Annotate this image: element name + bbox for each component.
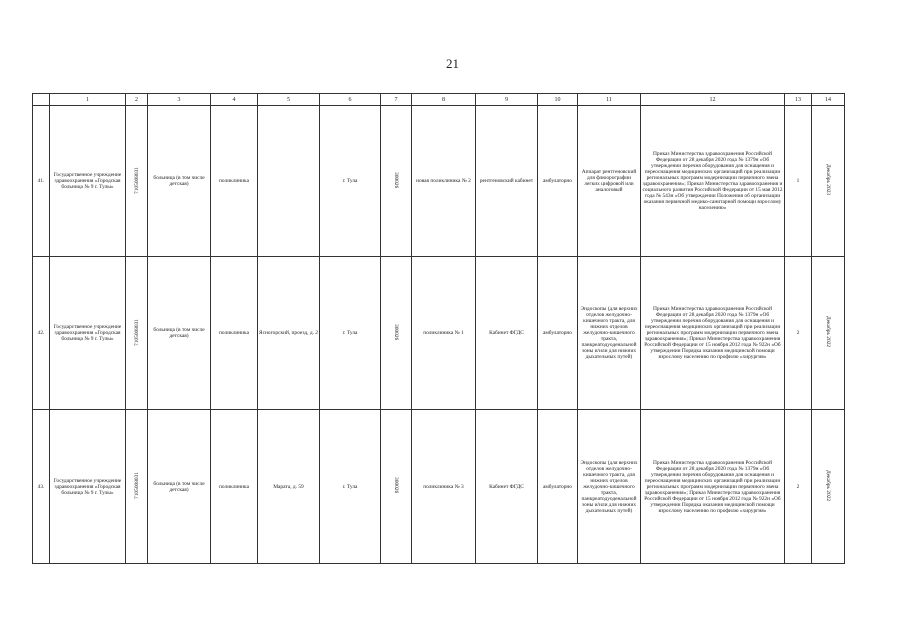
code-cell	[126, 410, 148, 564]
code-cell	[126, 257, 148, 410]
facility-type-cell: больница (в том числе детская)	[148, 257, 211, 410]
table-header-row	[33, 94, 845, 106]
facility-type-cell: больница (в том числе детская)	[148, 106, 211, 257]
organization-cell: Государственное учреждение здравоохранения «Городская больница № 9 г. Тулы»	[50, 257, 126, 410]
date-cell	[812, 410, 845, 564]
index-text: 300026	[393, 477, 399, 494]
quantity-cell: 2	[785, 410, 812, 564]
header-cell: 12	[641, 94, 785, 106]
table-row	[33, 257, 845, 410]
mode-cell: амбулаторно	[538, 106, 578, 257]
mode-cell: амбулаторно	[538, 257, 578, 410]
address-cell	[258, 106, 320, 257]
table-row	[33, 106, 845, 257]
table-row	[33, 410, 845, 564]
header-cell: 10	[538, 94, 578, 106]
address-cell: Марата, д. 59	[258, 410, 320, 564]
department-cell: новая поликлиника № 2	[412, 106, 476, 257]
city-cell: г. Тула	[320, 106, 381, 257]
header-cell: 14	[812, 94, 845, 106]
city-cell: г. Тула	[320, 257, 381, 410]
legal-basis-cell: Приказ Министерства здравоохранения Российской Федерации от 28 декабря 2020 года № 1379н «Об утверждении перечня оборудования для оснащения и переоснащения медицинских организаций при реализации региональных программ модернизации первичного звена здравоохранения»; Приказ Министерства здравоохранения и социального развития Российской Федерации от 15 мая 2012 года № 543н «Об утверждении Положения об организации оказания первичной медико-санитарной помощи взрослому населению»	[641, 106, 785, 257]
organization-cell: Государственное учреждение здравоохранения «Городская больница № 9 г. Тулы»	[50, 410, 126, 564]
code-text: 7105008031	[133, 166, 140, 194]
header-cell: 2	[126, 94, 148, 106]
organization-cell: Государственное учреждение здравоохранения «Городская больница № 9 г. Тулы»	[50, 106, 126, 257]
unit-cell: поликлиника	[211, 257, 258, 410]
department-cell: поликлиника № 1	[412, 257, 476, 410]
room-cell: рентгеновский кабинет	[476, 106, 538, 257]
header-cell-empty	[33, 94, 50, 106]
header-cell: 5	[258, 94, 320, 106]
room-cell: Кабинет ФГДС	[476, 257, 538, 410]
index-cell	[381, 410, 412, 564]
legal-basis-cell: Приказ Министерства здравоохранения Российской Федерации от 28 декабря 2020 года № 1379н «Об утверждении перечня оборудования для оснащения и переоснащения медицинских организаций при реализации региональных программ модернизации первичного звена здравоохранения»; Приказ Министерства здравоохранения Российской Федерации от 15 ноября 2012 года № 922н «Об утверждении Порядка оказания медицинской помощи взрослому населению по профилю «хирургия»	[641, 257, 785, 410]
header-cell: 7	[381, 94, 412, 106]
equipment-cell: Аппарат рентгеновский для флюорографии легких цифровой или аналоговый	[578, 106, 641, 257]
header-cell: 1	[50, 94, 126, 106]
mode-cell: амбулаторно	[538, 410, 578, 564]
row-number: 43.	[33, 410, 50, 564]
city-cell: г. Тула	[320, 410, 381, 564]
code-text: 7105008031	[133, 318, 140, 346]
department-cell: поликлиника № 3	[412, 410, 476, 564]
date-cell	[812, 257, 845, 410]
header-cell: 8	[412, 94, 476, 106]
date-text: Декабрь 2022	[825, 316, 831, 348]
index-cell	[381, 106, 412, 257]
header-cell: 3	[148, 94, 211, 106]
header-cell: 13	[785, 94, 812, 106]
date-cell	[812, 106, 845, 257]
index-text: 300026	[393, 323, 399, 341]
date-text: Декабрь 2023	[825, 164, 831, 196]
equipment-table	[32, 93, 845, 564]
header-cell: 9	[476, 94, 538, 106]
unit-cell: поликлиника	[211, 410, 258, 564]
quantity-cell: 1	[785, 106, 812, 257]
code-text: 7105008031	[133, 472, 140, 499]
unit-cell: поликлиника	[211, 106, 258, 257]
code-cell	[126, 106, 148, 257]
header-cell: 6	[320, 94, 381, 106]
date-text: Декабрь 2022	[825, 469, 831, 502]
index-cell	[381, 257, 412, 410]
room-cell: Кабинет ФГДС	[476, 410, 538, 564]
equipment-cell: Эндоскопы (для верхних отделов желудочно-кишечного тракта, для нижних отделов желудочно-кишечного тракта, панкреатодуоденальной зоны и/или для нижних дыхательных путей)	[578, 257, 641, 410]
legal-basis-cell: Приказ Министерства здравоохранения Российской Федерации от 28 декабря 2020 года № 1379н «Об утверждении перечня оборудования для оснащения и переоснащения медицинских организаций при реализации региональных программ модернизации первичного звена здравоохранения»; Приказ Министерства здравоохранения Российской Федерации от 15 ноября 2012 года № 922н «Об утверждении Порядка оказания медицинской помощи взрослому населению по профилю «хирургия»	[641, 410, 785, 564]
facility-type-cell: больница (в том числе детская)	[148, 410, 211, 564]
header-cell: 4	[211, 94, 258, 106]
equipment-cell: Эндоскопы (для верхних отделов желудочно-кишечного тракта, для нижних отделов желудочно-кишечного тракта, панкреатодуоденальной зоны и/или для нижних дыхательных путей)	[578, 410, 641, 564]
row-number: 42.	[33, 257, 50, 410]
index-text: 300026	[393, 171, 399, 189]
quantity-cell: 2	[785, 257, 812, 410]
address-cell: Ясногорский, проезд, д. 2	[258, 257, 320, 410]
page-number: 21	[446, 56, 459, 71]
header-cell: 11	[578, 94, 641, 106]
row-number: 41.	[33, 106, 50, 257]
